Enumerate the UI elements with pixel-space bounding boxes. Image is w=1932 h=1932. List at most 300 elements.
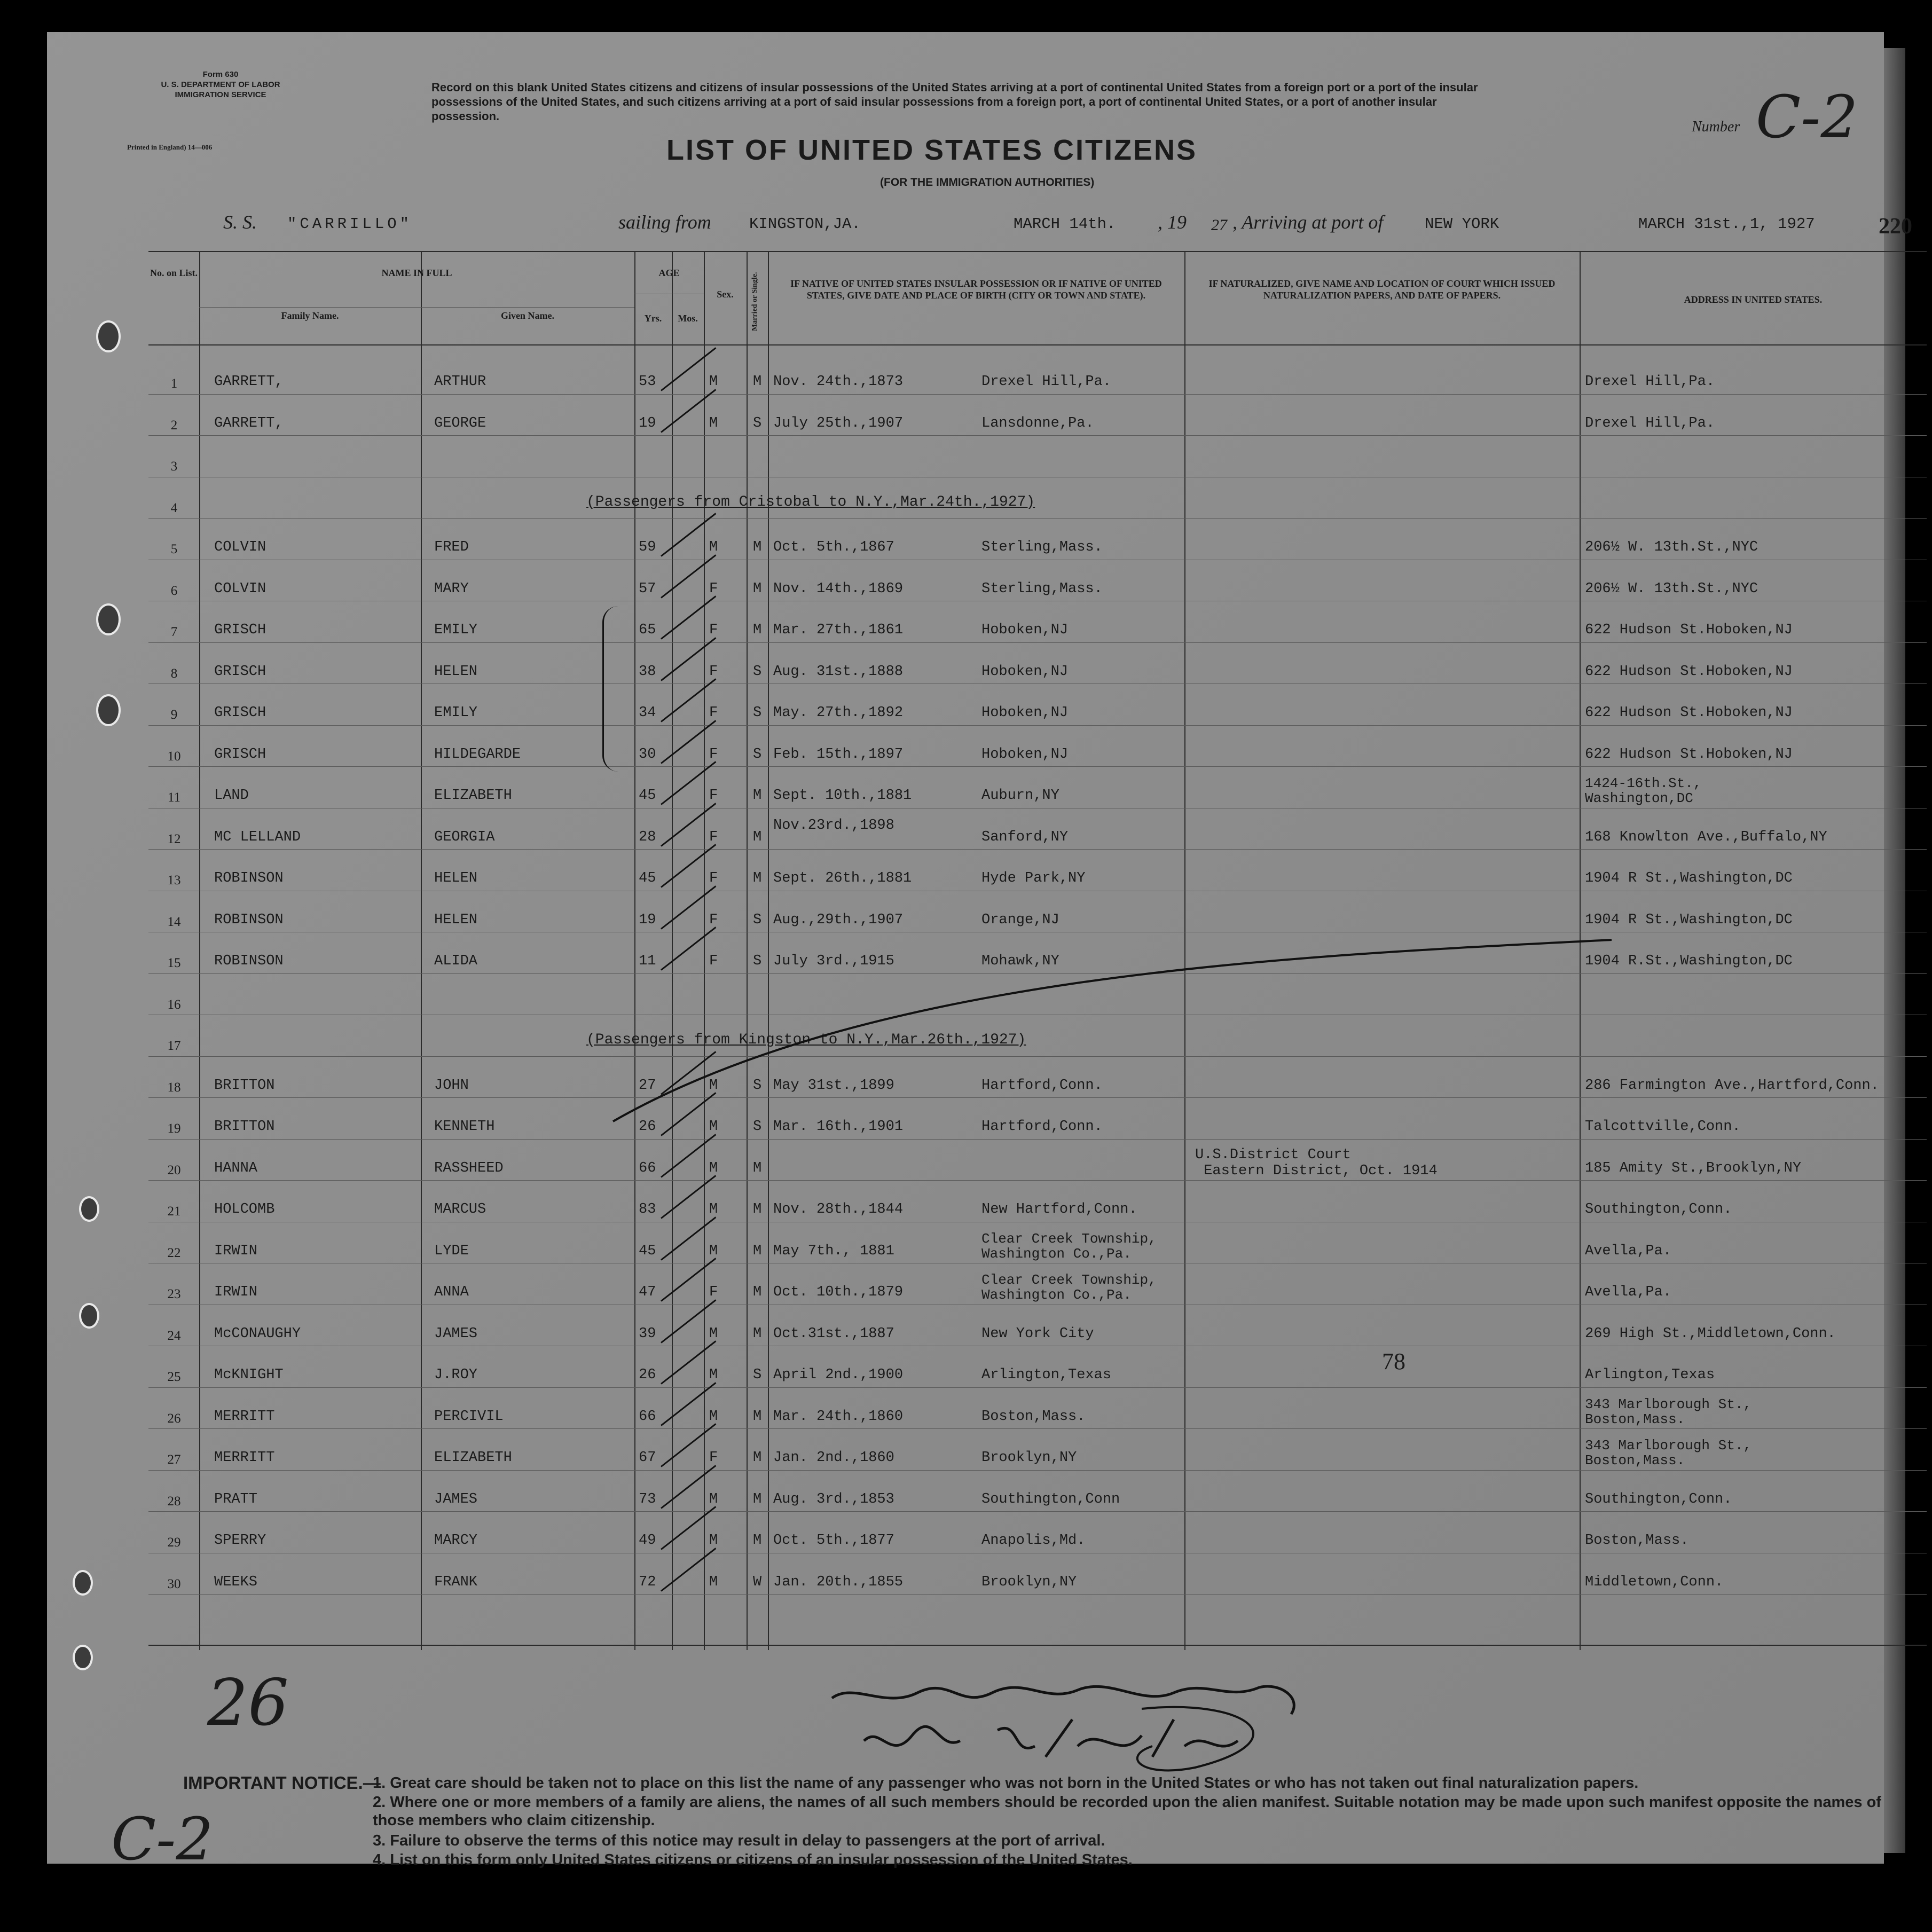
check-mark [661,761,716,805]
marital-status-cell: M [753,1450,762,1466]
family-name-cell: GARRETT, [214,415,284,431]
family-name-cell: GRISCH [214,746,266,763]
sex-cell: M [709,1574,718,1590]
check-mark [661,1175,716,1219]
section-heading-kingston: (Passengers from Kingston to N.Y.,Mar.26th.,1927) [586,1032,1026,1048]
given-name-cell: ARTHUR [434,374,486,390]
age-cell: 72 [639,1574,656,1590]
age-cell: 28 [639,829,656,845]
address-cell: 286 Farmington Ave.,Hartford,Conn. [1585,1077,1879,1094]
row-number: 11 [167,790,181,805]
check-mark [661,347,716,391]
marital-status-cell: M [753,1491,762,1507]
given-name-cell: HELEN [434,870,478,886]
given-name-cell: ALIDA [434,953,478,969]
sex-cell: F [709,705,718,721]
form-number: Form 630 [202,70,239,79]
header-rule [148,344,1927,345]
column-header-years: Yrs. [644,313,662,324]
age-cell: 27 [639,1077,656,1094]
check-mark [661,554,716,598]
birth-date-cell: Aug. 31st.,1888 [773,663,904,680]
family-name-cell: MERRITT [214,1450,275,1466]
column-header-sex: Sex. [717,289,734,300]
sex-cell: F [709,1450,718,1466]
marital-status-cell: M [753,1284,762,1300]
sex-cell: M [709,1408,718,1425]
given-name-cell: JAMES [434,1325,478,1342]
birth-date-cell: May 7th., 1881 [773,1243,894,1259]
row-rule [148,435,1927,436]
marital-status-cell: S [753,1077,762,1094]
marital-status-cell: M [753,829,762,845]
binder-hole [79,1303,99,1329]
marital-status-cell: S [753,1119,762,1135]
age-cell: 45 [639,870,656,886]
birth-date-cell: Sept. 26th.,1881 [773,870,912,886]
family-name-cell: BRITTON [214,1077,275,1094]
voyage-line [223,211,1932,243]
row-number: 13 [167,873,181,888]
sex-cell: F [709,953,718,969]
arrival-date: MARCH 31st.,1, 1927 [1638,215,1815,233]
row-number: 23 [167,1287,181,1301]
address-cell: Drexel Hill,Pa. [1585,415,1715,431]
birth-date-cell: April 2nd.,1900 [773,1367,904,1383]
marital-status-cell: S [753,663,762,680]
column-header-address: ADDRESS IN UNITED STATES. [1684,294,1823,305]
given-name-cell: MARY [434,580,469,597]
marital-status-cell: M [753,1160,762,1176]
age-cell: 34 [639,705,656,721]
given-name-cell: JAMES [434,1491,478,1507]
column-header-given-name: Given Name. [501,310,554,321]
age-cell: 49 [639,1533,656,1549]
column-rule [199,251,200,1650]
birth-place-cell: Southington,Conn [981,1491,1120,1507]
check-mark [661,637,716,681]
family-name-cell: ROBINSON [214,953,284,969]
binder-hole [96,694,121,726]
manifest-sheet [47,32,1912,1873]
row-rule [148,1139,1927,1140]
address-cell: Arlington,Texas [1585,1367,1715,1383]
birth-date-cell: Mar. 16th.,1901 [773,1119,904,1135]
check-mark [661,1423,716,1467]
family-name-cell: GRISCH [214,622,266,638]
notice-item: 4. List on this form only United States citizens or citizens of an insular possession of the United States. [373,1851,1133,1868]
ditto-stroke [608,940,1622,1127]
age-cell: 45 [639,1243,656,1259]
family-name-cell: HOLCOMB [214,1201,275,1218]
age-cell: 19 [639,912,656,928]
address-cell: 622 Hudson St.Hoboken,NJ [1585,663,1793,680]
birth-place-cell: Brooklyn,NY [981,1450,1077,1466]
sex-cell: M [709,1201,718,1218]
marital-status-cell: M [753,1201,762,1218]
sex-cell: M [709,1325,718,1342]
age-cell: 73 [639,1491,656,1507]
address-cell: 622 Hudson St.Hoboken,NJ [1585,705,1793,721]
sex-cell: M [709,1077,718,1094]
handwritten-tally: 26 [207,1666,289,1740]
arrival-port: NEW YORK [1425,215,1499,233]
birth-date-cell: Mar. 24th.,1860 [773,1408,904,1425]
marital-status-cell: S [753,953,762,969]
marital-status-cell: M [753,580,762,597]
name-subheader-rule [199,307,634,308]
sex-cell: M [709,1119,718,1135]
row-number: 26 [167,1411,181,1426]
column-header-months: Mos. [678,313,698,324]
marital-status-cell: W [753,1574,762,1590]
sex-cell: F [709,870,718,886]
form-identifier [132,69,309,100]
birth-date-cell: Nov. 24th.,1873 [773,374,904,390]
age-cell: 65 [639,622,656,638]
sex-cell: M [709,1243,718,1259]
birth-place-cell: New York City [981,1325,1094,1342]
row-rule [148,1180,1927,1181]
family-name-cell: IRWIN [214,1284,258,1300]
birth-place-cell: Brooklyn,NY [981,1574,1077,1590]
family-name-cell: McKNIGHT [214,1367,284,1383]
address-cell: Avella,Pa. [1585,1243,1672,1259]
row-number: 17 [167,1039,181,1053]
notice-title: IMPORTANT NOTICE.— [183,1773,381,1793]
birth-date-cell: Nov.23rd.,1898 [773,817,894,834]
sailing-port: KINGSTON,JA. [749,215,861,233]
row-rule [148,766,1927,767]
sex-cell: M [709,1160,718,1176]
family-name-cell: PRATT [214,1491,258,1507]
check-mark [661,885,716,929]
marital-status-cell: M [753,1408,762,1425]
family-name-cell: COLVIN [214,580,266,597]
sex-cell: M [709,374,718,390]
birth-date-cell: Aug. 3rd.,1853 [773,1491,894,1507]
birth-place-cell: Boston,Mass. [981,1408,1086,1425]
family-name-cell: IRWIN [214,1243,258,1259]
check-mark [661,1548,716,1591]
notice-item: 1. Great care should be taken not to place on this list the name of any passenger who was not born in the United States or who has not taken out final naturalization papers. [373,1774,1639,1792]
row-rule [148,1387,1927,1388]
marital-status-cell: M [753,788,762,804]
marital-status-cell: M [753,1325,762,1342]
marital-status-cell: S [753,705,762,721]
birth-place-cell: Hyde Park,NY [981,870,1086,886]
address-cell: Southington,Conn. [1585,1201,1732,1218]
birth-place-cell: Hartford,Conn. [981,1119,1103,1135]
row-number: 9 [170,708,178,722]
address-cell: 1904 R St.,Washington,DC [1585,912,1793,928]
sex-cell: M [709,1367,718,1383]
age-cell: 83 [639,1201,656,1218]
service-name: IMMIGRATION SERVICE [175,90,266,99]
address-cell: Boston,Mass. [1585,1533,1689,1549]
given-name-cell: FRED [434,539,469,555]
row-number: 28 [167,1494,181,1509]
address-cell: 622 Hudson St.Hoboken,NJ [1585,746,1793,763]
row-number: 21 [167,1204,181,1219]
birth-date-cell: Oct. 5th.,1867 [773,539,894,555]
printed-note: Printed in England) 14—006 [127,143,213,151]
address-cell: Southington,Conn. [1585,1491,1732,1507]
given-name-cell: EMILY [434,622,478,638]
handwritten-number: C-2 [1756,83,1858,151]
row-number: 29 [167,1535,181,1550]
check-mark [661,1216,716,1260]
birth-date-cell: Nov. 14th.,1869 [773,580,904,597]
notice-item: 3. Failure to observe the terms of this notice may result in delay to passengers at the port of arrival. [373,1832,1105,1849]
birth-date-cell: Jan. 20th.,1855 [773,1574,904,1590]
family-name-cell: MERRITT [214,1408,275,1425]
birth-date-cell: Oct.31st.,1887 [773,1325,894,1342]
marital-status-cell: M [753,1533,762,1549]
row-number: 25 [167,1370,181,1384]
sex-cell: F [709,580,718,597]
family-name-cell: GRISCH [214,663,266,680]
address-cell: 343 Marlborough St., Boston,Mass. [1585,1396,1752,1427]
address-cell: 168 Knowlton Ave.,Buffalo,NY [1585,829,1827,845]
family-name-cell: LAND [214,788,249,804]
age-cell: 26 [639,1367,656,1383]
given-name-cell: HILDEGARDE [434,746,521,763]
address-cell: Middletown,Conn. [1585,1574,1724,1590]
row-number: 12 [167,831,181,846]
family-name-cell: ROBINSON [214,912,284,928]
address-cell: 622 Hudson St.Hoboken,NJ [1585,622,1793,638]
birth-place-cell: Mohawk,NY [981,953,1059,969]
birth-place-cell: Hoboken,NJ [981,705,1069,721]
sailing-date: MARCH 14th. [1014,215,1116,233]
check-mark [661,513,716,556]
marital-status-cell: M [753,539,762,555]
sex-cell: F [709,746,718,763]
column-header-age: AGE [658,268,680,278]
row-number: 15 [167,956,181,970]
marital-status-cell: S [753,1367,762,1383]
row-number: 7 [170,625,178,639]
address-cell: 185 Amity St.,Brooklyn,NY [1585,1160,1802,1176]
birth-place-cell: New Hartford,Conn. [981,1201,1137,1218]
family-name-cell: COLVIN [214,539,266,555]
birth-date-cell: Mar. 27th.,1861 [773,622,904,638]
ship-prefix: S. S. [223,211,257,233]
check-mark [661,720,716,764]
given-name-cell: GEORGIA [434,829,495,845]
family-name-cell: HANNA [214,1160,258,1176]
column-header-married: Married or Single. [751,272,759,332]
given-name-cell: JOHN [434,1077,469,1094]
sex-cell: F [709,912,718,928]
birth-place-cell: Orange,NJ [981,912,1059,928]
sex-cell: F [709,829,718,845]
birth-place-cell: Arlington,Texas [981,1367,1112,1383]
age-cell: 19 [639,415,656,431]
row-number: 1 [170,376,178,391]
given-name-cell: ELIZABETH [434,1450,512,1466]
row-rule [148,518,1927,519]
birth-date-cell: Jan. 2nd.,1860 [773,1450,894,1466]
row-rule [148,394,1927,395]
row-rule [148,1428,1927,1429]
birth-place-cell: Clear Creek Township, Washington Co.,Pa. [981,1272,1157,1303]
address-cell: 269 High St.,Middletown,Conn. [1585,1325,1836,1342]
row-number: 4 [170,500,178,515]
table-bottom-rule [148,1645,1927,1646]
age-cell: 66 [639,1408,656,1425]
row-number: 14 [167,914,181,929]
naturalization-cell: U.S.District Court Eastern District, Oct. 1914 [1195,1146,1438,1179]
binder-hole [96,320,121,352]
year-prefix: , 19 [1158,211,1187,233]
row-number: 30 [167,1576,181,1591]
birth-place-cell: Anapolis,Md. [981,1533,1086,1549]
birth-date-cell: Oct. 10th.,1879 [773,1284,904,1300]
birth-place-cell: Auburn,NY [981,788,1059,804]
address-cell: Talcottville,Conn. [1585,1119,1741,1135]
row-number: 22 [167,1245,181,1260]
family-name-cell: ROBINSON [214,870,284,886]
notice-item: 2. Where one or more members of a family are aliens, the names of all such members should be recorded upon the alien manifest. Suitable notation may be made upon such manifest opposite the names of those members who claim citizenship. [373,1794,1881,1829]
address-cell: 1424-16th.St., Washington,DC [1585,775,1702,806]
given-name-cell: EMILY [434,705,478,721]
year-suffix: 27 [1211,216,1227,234]
row-number: 3 [170,459,178,474]
age-cell: 67 [639,1450,656,1466]
given-name-cell: RASSHEED [434,1160,504,1176]
given-name-cell: MARCUS [434,1201,486,1218]
marital-status-cell: M [753,1243,762,1259]
binder-hole [73,1645,93,1670]
row-number: 5 [170,542,178,556]
given-name-cell: PERCIVIL [434,1408,504,1425]
column-rule [421,251,422,1650]
birth-place-cell: Hartford,Conn. [981,1077,1103,1094]
address-cell: 1904 R St.,Washington,DC [1585,870,1793,886]
sex-cell: M [709,539,718,555]
row-number: 6 [170,583,178,598]
section-heading-cristobal: (Passengers from Cristobal to N.Y.,Mar.24th.,1927) [586,493,1035,511]
marital-status-cell: M [753,374,762,390]
sailing-label: sailing from [618,211,711,233]
check-mark [661,1299,716,1343]
family-name-cell: GRISCH [214,705,266,721]
column-header-name: NAME IN FULL [381,268,452,278]
address-cell: Drexel Hill,Pa. [1585,374,1715,390]
family-name-cell: BRITTON [214,1119,275,1135]
age-cell: 47 [639,1284,656,1300]
age-cell: 30 [639,746,656,763]
binder-hole [96,603,121,635]
address-cell: 343 Marlborough St., Boston,Mass. [1585,1438,1752,1468]
check-mark [661,678,716,722]
row-rule [148,849,1927,850]
given-name-cell: J.ROY [434,1367,478,1383]
check-mark [661,803,716,846]
address-cell: 206½ W. 13th.St.,NYC [1585,580,1758,597]
row-number: 18 [167,1080,181,1095]
birth-date-cell: Oct. 5th.,1877 [773,1533,894,1549]
birth-date-cell: Sept. 10th.,1881 [773,788,912,804]
row-number: 2 [170,418,178,433]
address-cell: 1904 R.St.,Washington,DC [1585,953,1793,969]
birth-date-cell: May 31st.,1899 [773,1077,894,1094]
check-mark [661,1258,716,1301]
sex-cell: F [709,622,718,638]
sex-cell: M [709,1533,718,1549]
row-rule [148,1470,1927,1471]
sex-cell: F [709,663,718,680]
check-mark [661,1465,716,1509]
age-cell: 53 [639,374,656,390]
inspector-signature [821,1677,1313,1784]
check-mark [661,595,716,639]
birth-date-cell: July 3rd.,1915 [773,953,894,969]
row-number: 8 [170,666,178,681]
age-cell: 39 [639,1325,656,1342]
birth-place-cell: Sanford,NY [981,829,1069,845]
birth-place-cell: Hoboken,NJ [981,663,1069,680]
age-cell: 26 [639,1119,656,1135]
handwritten-corner-code: C-2 [111,1805,214,1873]
given-name-cell: HELEN [434,912,478,928]
sex-cell: F [709,788,718,804]
age-cell: 38 [639,663,656,680]
given-name-cell: LYDE [434,1243,469,1259]
row-rule [148,1511,1927,1512]
age-cell: 59 [639,539,656,555]
given-name-cell: HELEN [434,663,478,680]
marital-status-cell: S [753,746,762,763]
row-number: 20 [167,1163,181,1177]
birth-place-cell: Clear Creek Township, Washington Co.,Pa. [981,1230,1157,1262]
ship-name: "CARRILLO" [287,215,413,233]
marital-status-cell: M [753,870,762,886]
column-header-birth: IF NATIVE OF UNITED STATES INSULAR POSSESSION OR IF NATIVE OF UNITED STATES, GIVE DATE AND PLACE OF BIRTH (CITY OR TOWN AND STATE). [790,278,1162,301]
marital-status-cell: S [753,912,762,928]
check-mark [661,1134,716,1177]
birth-place-cell: Sterling,Mass. [981,580,1103,597]
check-mark [661,389,716,433]
marital-status-cell: S [753,415,762,431]
age-cell: 45 [639,788,656,804]
department-name: U. S. DEPARTMENT OF LABOR [161,80,280,89]
row-rule [148,1594,1927,1595]
page-number: 220 [1879,214,1912,239]
page-title: LIST OF UNITED STATES CITIZENS [666,134,1197,166]
row-number: 10 [167,749,181,764]
binder-hole [79,1196,99,1222]
check-mark [661,1382,716,1426]
sex-cell: M [709,1491,718,1507]
row-number: 27 [167,1452,181,1467]
record-instructions: Record on this blank United States citizens and citizens of insular possessions of the United States arriving at a port of continental United States from a foreign port or a port of the insular possessions of the United States, and such citizens arriving at a port of said insular possessions from a foreign port, a port of continental United States, or a port of another insular possession. [431,81,1478,123]
given-name-cell: ELIZABETH [434,788,512,804]
row-rule [148,725,1927,726]
birth-place-cell: Hoboken,NJ [981,746,1069,763]
family-name-cell: GARRETT, [214,374,284,390]
age-cell: 11 [639,953,656,969]
naturalization-cell: 78 [1382,1348,1405,1375]
birth-date-cell: Feb. 15th.,1897 [773,746,904,763]
birth-place-cell: Lansdonne,Pa. [981,415,1094,431]
given-name-cell: FRANK [434,1574,478,1590]
row-number: 19 [167,1121,181,1136]
column-header-no: No. on List. [150,268,198,278]
check-mark [661,1340,716,1384]
